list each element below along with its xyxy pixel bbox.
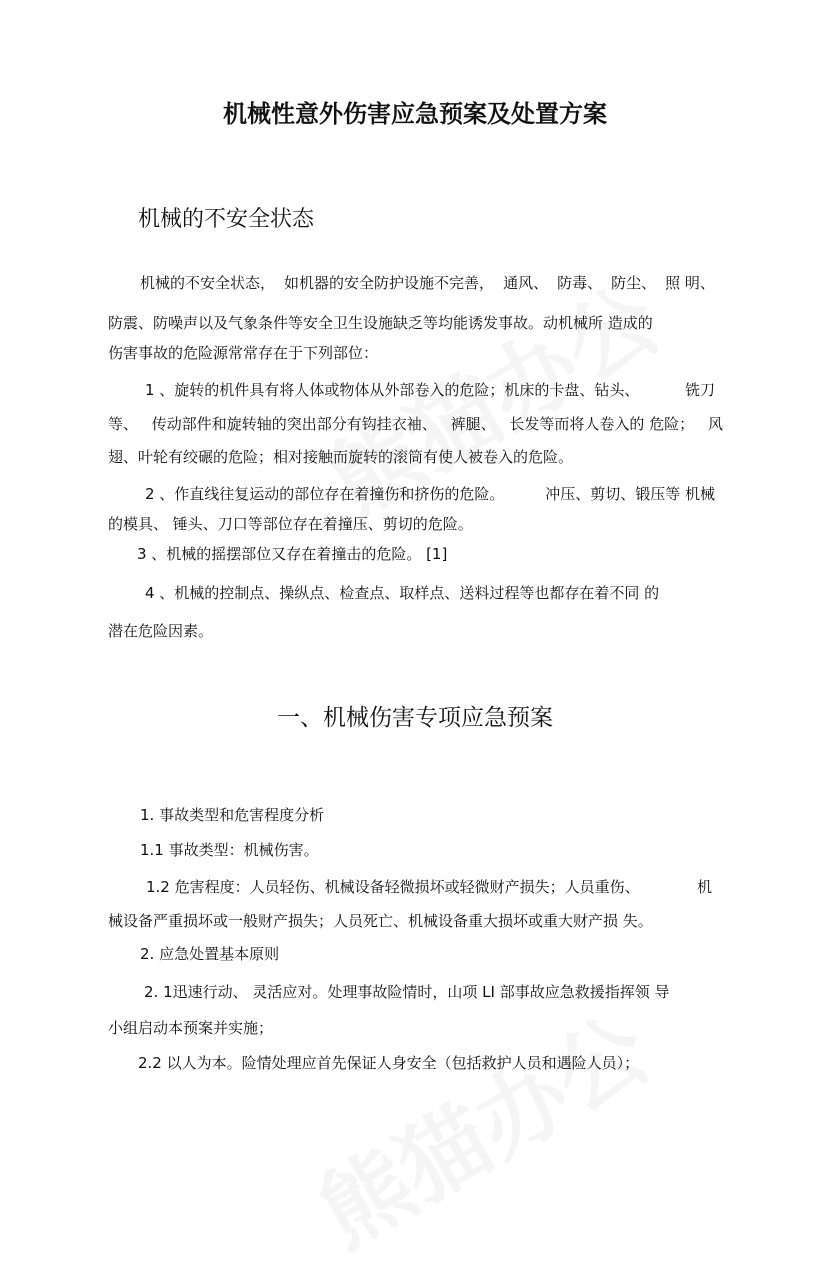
paragraph-line: 1.1 事故类型：机械伤害。 [140, 841, 319, 859]
paragraph-line: 1.2 危害程度：人员轻伤、机械设备轻微损坏或轻微财产损失；人员重伤、 机 [146, 878, 712, 896]
numbered-heading: 1. 事故类型和危害程度分析 [140, 806, 325, 824]
paragraph-line: 伤害事故的危险源常常存在于下列部位： [108, 344, 379, 362]
list-item-4: 4 、机械的控制点、操纵点、检查点、取样点、送料过程等也都存在着不同 的 [145, 584, 660, 602]
numbered-heading: 2. 应急处置基本原则 [140, 945, 280, 963]
paragraph-line: 机械的不安全状态， 如机器的安全防护设施不完善， 通风、 防毒、 防尘、 照 明、 [140, 274, 715, 292]
paragraph-line: 械设备严重损坏或一般财产损失；人员死亡、机械设备重大损坏或重大财产损 失。 [108, 912, 653, 930]
paragraph-line: 潜在危险因素。 [108, 622, 214, 640]
paragraph-line: 翅、叶轮有绞碾的危险；相对接触而旋转的滚筒有使人被卷入的危险。 [108, 448, 574, 466]
paragraph-line: 等、 传动部件和旋转轴的突出部分有钩挂衣袖、 裤腿、 长发等而将人卷入的 危险； 风 [108, 415, 723, 433]
list-item-1: 1 、旋转的机件具有将人体或物体从外部卷入的危险；机床的卡盘、钻头、 铣刀 [145, 381, 715, 399]
section-heading-unsafe-state: 机械的不安全状态 [138, 207, 315, 232]
section-heading-emergency-plan: 一、机械伤害专项应急预案 [277, 705, 553, 731]
paragraph-line: 2. 1迅速行动、 灵活应对。处理事故险情时，山项 LI 部事故应急救援指挥领 导 [144, 983, 670, 1001]
paragraph-line: 的模具、 锤头、刀口等部位存在着撞压、剪切的危险。 [108, 515, 473, 533]
page-title: 机械性意外伤害应急预案及处置方案 [223, 100, 607, 128]
watermark [292, 979, 669, 1271]
paragraph-line: 2.2 以人为本。险情处理应首先保证人身安全（包括救护人员和遇险人员）； [138, 1054, 640, 1072]
list-item-2: 2 、作直线往复运动的部位存在着撞伤和挤伤的危险。 冲压、剪切、锻压等 机械 [145, 485, 715, 503]
list-item-3: 3 、机械的摇摆部位又存在着撞击的危险。 [1] [137, 545, 448, 563]
paragraph-line: 防震、防噪声以及气象条件等安全卫生设施缺乏等均能诱发事故。动机械所 造成的 [108, 314, 653, 332]
paragraph-line: 小组启动本预案并实施； [108, 1019, 274, 1037]
